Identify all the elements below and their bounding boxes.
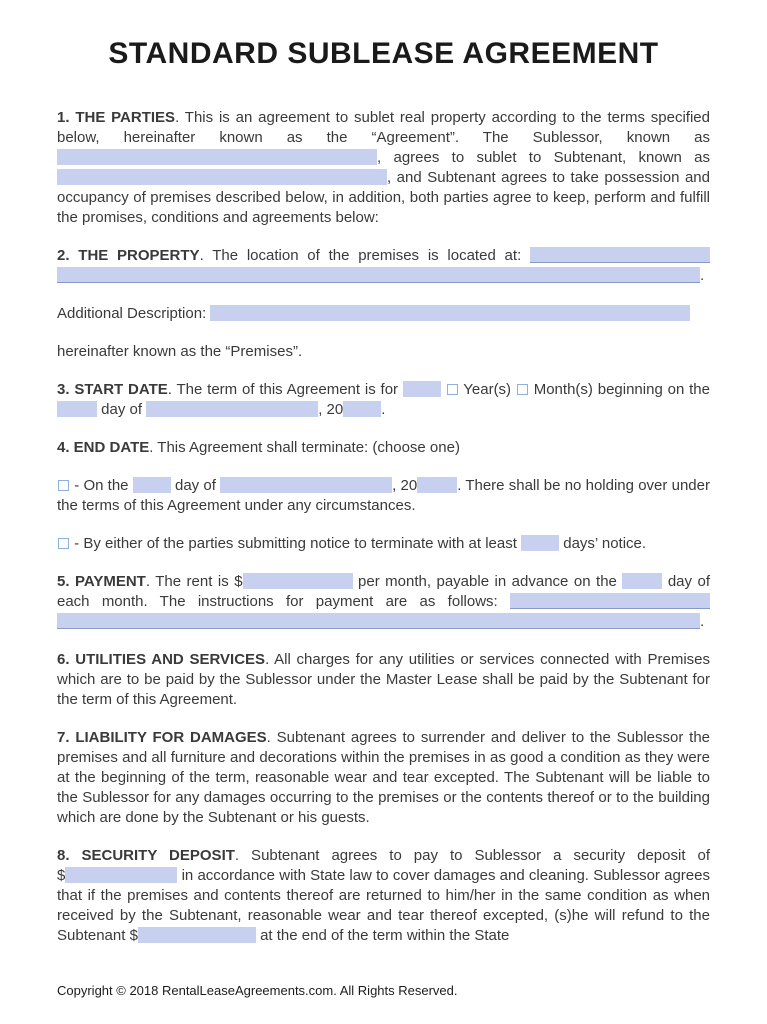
checkbox[interactable] xyxy=(58,538,69,549)
section-liability xyxy=(57,728,710,828)
text-run: . The term of this Agreement is for xyxy=(167,381,403,398)
section-heading: 6. UTILITIES AND SERVICES xyxy=(57,651,266,668)
text-run: . All charges for any utilities or services connected with Premises which are to be paid by the Sublessor under the Master Lease shall be paid by the Subtenant for the term of this Agreement. xyxy=(57,651,710,708)
text-run: . xyxy=(700,613,705,630)
blank-field[interactable] xyxy=(417,477,457,493)
text-run: in accordance with State law to cover damages and cleaning. Sublessor agrees that if the premises and contents thereof are returned to him/her in the same condition as when received by the Subtenant, reasonable wear and tear thereof excepted, (s)he will refund to the Subtenant xyxy=(57,867,710,944)
blank-field[interactable] xyxy=(146,401,318,417)
text-run xyxy=(441,381,446,398)
section-start-date xyxy=(57,380,710,420)
section-utilities xyxy=(57,650,710,710)
section-payment xyxy=(57,572,710,632)
text-run: days’ notice. xyxy=(559,535,647,552)
text-run: . This is an agreement to sublet real property according to the terms specified below, hereinafter known as the “Agreement”. The Sublessor, known as xyxy=(57,109,710,146)
blank-field[interactable] xyxy=(65,867,177,883)
text-run: , 20 xyxy=(392,477,418,494)
text-run: . There shall be no holding over under the terms of this Agreement under any circumstances. xyxy=(57,477,710,514)
checkbox[interactable] xyxy=(517,384,528,395)
text-run: . xyxy=(381,401,386,418)
section-end-date xyxy=(57,438,710,458)
text-run: . The location of the premises is located at: xyxy=(199,247,531,264)
text-run: . Subtenant agrees to pay to Sublessor a security deposit of xyxy=(234,847,710,864)
text-run: . The rent is xyxy=(145,573,235,590)
money-field: $ xyxy=(234,573,352,590)
text-run: at the end of the term within the State xyxy=(255,927,510,944)
text-run: - By either of the parties submitting notice to terminate with at least xyxy=(70,535,522,552)
blank-field[interactable] xyxy=(622,573,662,589)
section-heading: 1. THE PARTIES xyxy=(57,109,176,126)
blank-field[interactable] xyxy=(343,401,381,417)
text-run: day of xyxy=(170,477,221,494)
checkbox[interactable] xyxy=(447,384,458,395)
text-run: , and Subtenant agrees to take possession and occupancy of premises described below, in addition, both parties agree to keep, perform and fulfill the promises, conditions and agreements below: xyxy=(57,169,710,226)
section-additional-description xyxy=(57,304,710,324)
section-heading: 2. THE PROPERTY xyxy=(57,247,200,264)
section-property xyxy=(57,246,710,286)
blank-field[interactable] xyxy=(210,305,690,321)
text-run: hereinafter known as the “Premises”. xyxy=(57,343,303,360)
section-end-date-option-2 xyxy=(57,534,710,554)
blank-field[interactable] xyxy=(138,927,256,943)
blank-field[interactable] xyxy=(133,477,171,493)
blank-field[interactable] xyxy=(510,593,710,609)
section-heading: 5. PAYMENT xyxy=(57,573,146,590)
blank-field[interactable] xyxy=(57,401,97,417)
text-run: . xyxy=(700,267,705,284)
money-field: $ xyxy=(130,927,256,944)
blank-field[interactable] xyxy=(403,381,441,397)
document-title: STANDARD SUBLEASE AGREEMENT xyxy=(108,37,659,70)
section-security-deposit xyxy=(57,846,710,946)
blank-field[interactable] xyxy=(57,169,387,185)
blank-field[interactable] xyxy=(530,247,710,263)
text-run: - On the xyxy=(70,477,133,494)
section-heading: 8. SECURITY DEPOSIT xyxy=(57,847,235,864)
blank-field[interactable] xyxy=(57,613,700,629)
section-parties xyxy=(57,108,710,228)
checkbox[interactable] xyxy=(58,480,69,491)
document-body xyxy=(57,108,710,946)
blank-field[interactable] xyxy=(243,573,353,589)
blank-field[interactable] xyxy=(57,149,377,165)
section-heading: 4. END DATE xyxy=(57,439,150,456)
section-heading: 7. LIABILITY FOR DAMAGES xyxy=(57,729,267,746)
section-end-date-option-1 xyxy=(57,476,710,516)
text-run: . This Agreement shall terminate: (choose one) xyxy=(149,439,460,456)
money-field: $ xyxy=(57,867,177,884)
blank-field[interactable] xyxy=(57,267,700,283)
copyright-footer: Copyright © 2018 RentalLeaseAgreements.com. All Rights Reserved. xyxy=(57,983,458,998)
section-premises xyxy=(57,342,710,362)
section-heading: 3. START DATE xyxy=(57,381,168,398)
text-run: Month(s) beginning on the xyxy=(528,381,710,398)
text-run: , agrees to sublet to Subtenant, known as xyxy=(377,149,710,166)
text-run: , 20 xyxy=(318,401,344,418)
text-run: day of xyxy=(97,401,147,418)
text-run: day of each month. The instructions for payment are as follows: xyxy=(57,573,711,610)
text-run: Additional Description: xyxy=(57,305,211,322)
blank-field[interactable] xyxy=(521,535,559,551)
text-run: . Subtenant agrees to surrender and deliver to the Sublessor the premises and all furniture and decorations within the premises in as good a condition as they were at the beginning of the term, reasonable wear and tear excepted. The Subtenant will be liable to the Sublessor for any damages occurring to the premises or the contents thereof or to the building which are done by the Subtenant or his guests. xyxy=(57,729,710,826)
text-run: Year(s) xyxy=(458,381,516,398)
text-run: per month, payable in advance on the xyxy=(352,573,623,590)
blank-field[interactable] xyxy=(220,477,392,493)
